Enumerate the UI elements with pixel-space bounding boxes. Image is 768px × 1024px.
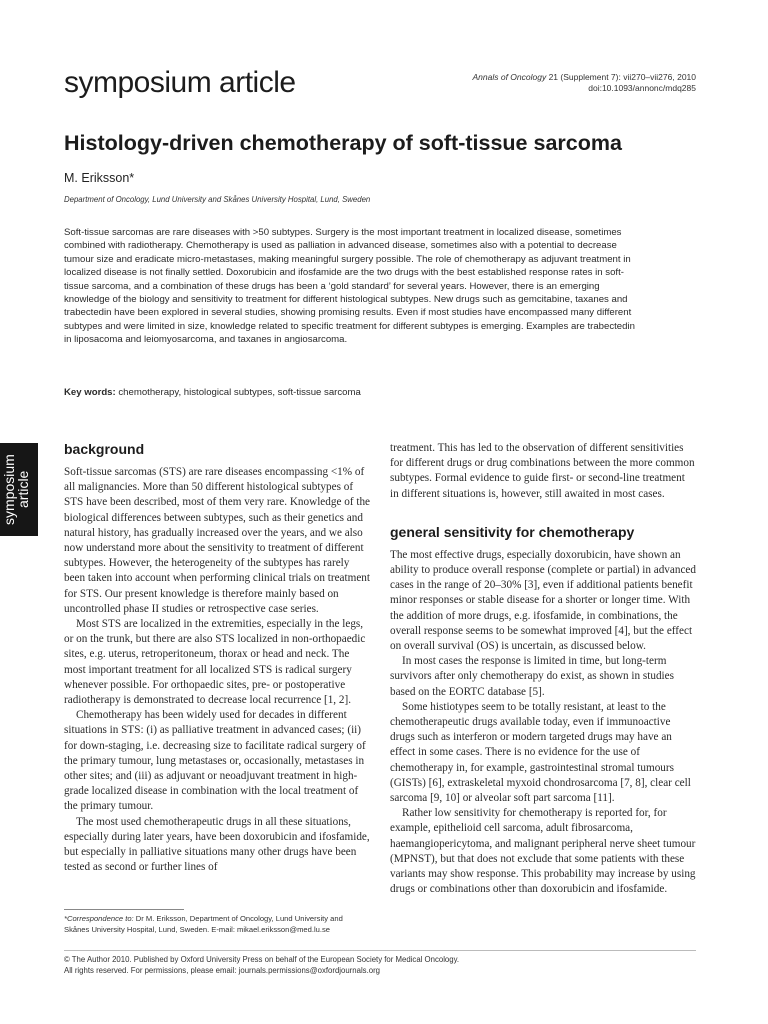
paragraph: In most cases the response is limited in time, but long-term survivors after only chemotherapy do exist, as shown in studies based on the EORTC database [5]. <box>390 655 674 698</box>
author-name: M. Eriksson* <box>64 171 135 185</box>
abstract: Soft-tissue sarcomas are rare diseases with >50 subtypes. Surgery is the most important treatment in localized disease, sometimes combined with radiotherapy. Chemotherapy is used as palliation in advanced disease, sometimes also with a potential to decrease tumour size and eradicate micro-metastases, making meaningful surgery possible. The role of chemotherapy as adjuvant treatment in localized disease is not finally settled. Doxorubicin and ifosfamide are the two drugs with the best established response rates in soft-tissue sarcoma, and a combination of these drugs has been a ‘gold standard’ for several years. However, there is an emerging knowledge of the biology and sensitivity to treatment for different histological subtypes. New drugs such as gemcitabine, taxanes and trabectedin have been explored in several studies, showing promising results. Even if most studies have encompassed many different subtypes and were limited in size, knowledge related to specific treatment for different subtypes is emerging. Examples are trabectedin in liposacoma and leiomyosarcoma, and taxanes in angiosarcoma. <box>64 227 635 346</box>
paragraph: Chemotherapy has been widely used for decades in different situations in STS: (i) as palliative treatment in advanced cases; (ii) for down-staging, i.e. decreasing size to facilitate radical surgery of the primary tumour, lung metastases or, occasionally, metastases in other sites; and (iii) as adjuvant or neoadjuvant treatment in high-grade localized disease in combination with the local treatment of the primary tumour. <box>64 709 366 813</box>
article-title: Histology-driven chemotherapy of soft-tissue sarcoma <box>64 131 622 155</box>
side-tab-label: symposium article <box>1 454 31 525</box>
paragraph-continuation: treatment. This has led to the observation of different sensitivities for different drugs or drug combinations between the more common subtypes. Formal evidence to guide first- or second-line treatment in different situations is, however, still awaited in most cases. <box>390 442 695 500</box>
footnote-label: *Correspondence to: <box>64 914 134 923</box>
footer-divider <box>64 950 696 951</box>
paragraph: Most STS are localized in the extremities, especially in the legs, or on the trunk, but there are also STS localized in non-orthopaedic sites, e.g. uterus, retroperitoneum, thorax or head and neck. The most important treatment for all localized STS is radical surgery whenever possible. For orthopaedic sites, pre- or postoperative radiotherapy is demonstrated to decrease local recurrence [1, 2]. <box>64 618 366 707</box>
side-section-tab <box>0 443 38 536</box>
journal-citation <box>472 72 696 94</box>
copyright-line: © The Author 2010. Published by Oxford University Press on behalf of the European Society for Medical Oncology. <box>64 955 460 964</box>
copyright-notice <box>64 954 459 976</box>
journal-issue-line <box>472 72 696 83</box>
keywords-list: chemotherapy, histological subtypes, soft-tissue sarcoma <box>115 387 361 398</box>
journal-issue: 21 (Supplement 7): vii270–vii276, 2010 <box>546 72 696 82</box>
author-affiliation: Department of Oncology, Lund University and Skånes University Hospital, Lund, Sweden <box>64 195 371 204</box>
footnote-divider <box>64 909 184 910</box>
paragraph: The most effective drugs, especially doxorubicin, have shown an ability to produce overall response (complete or partial) in advanced cases in the range of 20–30% [3], even if additional patients benefit minor responses or stable disease for a shorter or longer time. With the addition of more drugs, e.g. ifosfamide, in combinations, the overall response seems to be somewhat improved [4], but the effect on overall survival (OS) is uncertain, as discussed below. <box>390 548 696 653</box>
journal-name: Annals of Oncology <box>472 72 547 82</box>
footnote-text: Dr M. Eriksson, Department of Oncology, Lund University and Skånes University Hospital, Lund, Sweden. E-mail: mikael.eriksson@med.lu.se <box>64 914 343 934</box>
section-heading-background: background <box>64 441 145 457</box>
right-column <box>390 441 696 897</box>
section-heading-general-sensitivity: general sensitivity for chemotherapy <box>390 523 635 540</box>
keywords-label: Key words: <box>64 387 116 398</box>
section-kicker: symposium article <box>64 66 296 99</box>
paragraph: Soft-tissue sarcomas (STS) are rare diseases encompassing <1% of all malignancies. More than 50 different histological subtypes of STS have been described, most of them very rare. Knowledge of the biological differences between subtypes, such as their genetics and natural history, has gradually increased over the years, and we also now understand more about the sensitivity to treatment of different subtypes. However, the heterogeneity of the subtypes has rarely been taken into account when performing clinical trials on treatment for STS. Our present knowledge is therefore mainly based on uncontrolled phase II studies or retrospective case series. <box>64 466 371 615</box>
left-column <box>64 441 370 875</box>
doi[interactable]: doi:10.1093/annonc/mdq285 <box>588 83 696 93</box>
keywords <box>64 386 636 399</box>
correspondence-footnote <box>64 914 370 935</box>
permissions-line: All rights reserved. For permissions, please email: journals.permissions@oxfordjournals.org <box>64 966 381 975</box>
paragraph: The most used chemotherapeutic drugs in all these situations, especially during later years, have been doxorubicin and ifosfamide, but especially in palliative situations many other drugs have been tested as second or further lines of <box>64 815 370 874</box>
paragraph: Some histiotypes seem to be totally resistant, at least to the chemotherapeutic drugs available today, even if immunoactive drugs such as interferon or modern targeted drugs may have an effect in some cases. There is no evidence for the use of chemotherapy in, for example, gastrointestinal stromal tumours (GISTs) [6], extraskeletal myxoid chondrosarcoma [7, 8], clear cell sarcoma [9, 10] or alveolar soft part sarcoma [11]. <box>390 700 691 805</box>
paragraph: Rather low sensitivity for chemotherapy is reported for, for example, epithelioid cell sarcoma, adult fibrosarcoma, haemangiopericytoma, and malignant peripheral nerve sheet tumour (MPNST), but that does not exclude that some patients with these variants may show response. This probability may increase by using drugs or combinations other than doxorubicin and ifosfamide. <box>390 807 696 896</box>
